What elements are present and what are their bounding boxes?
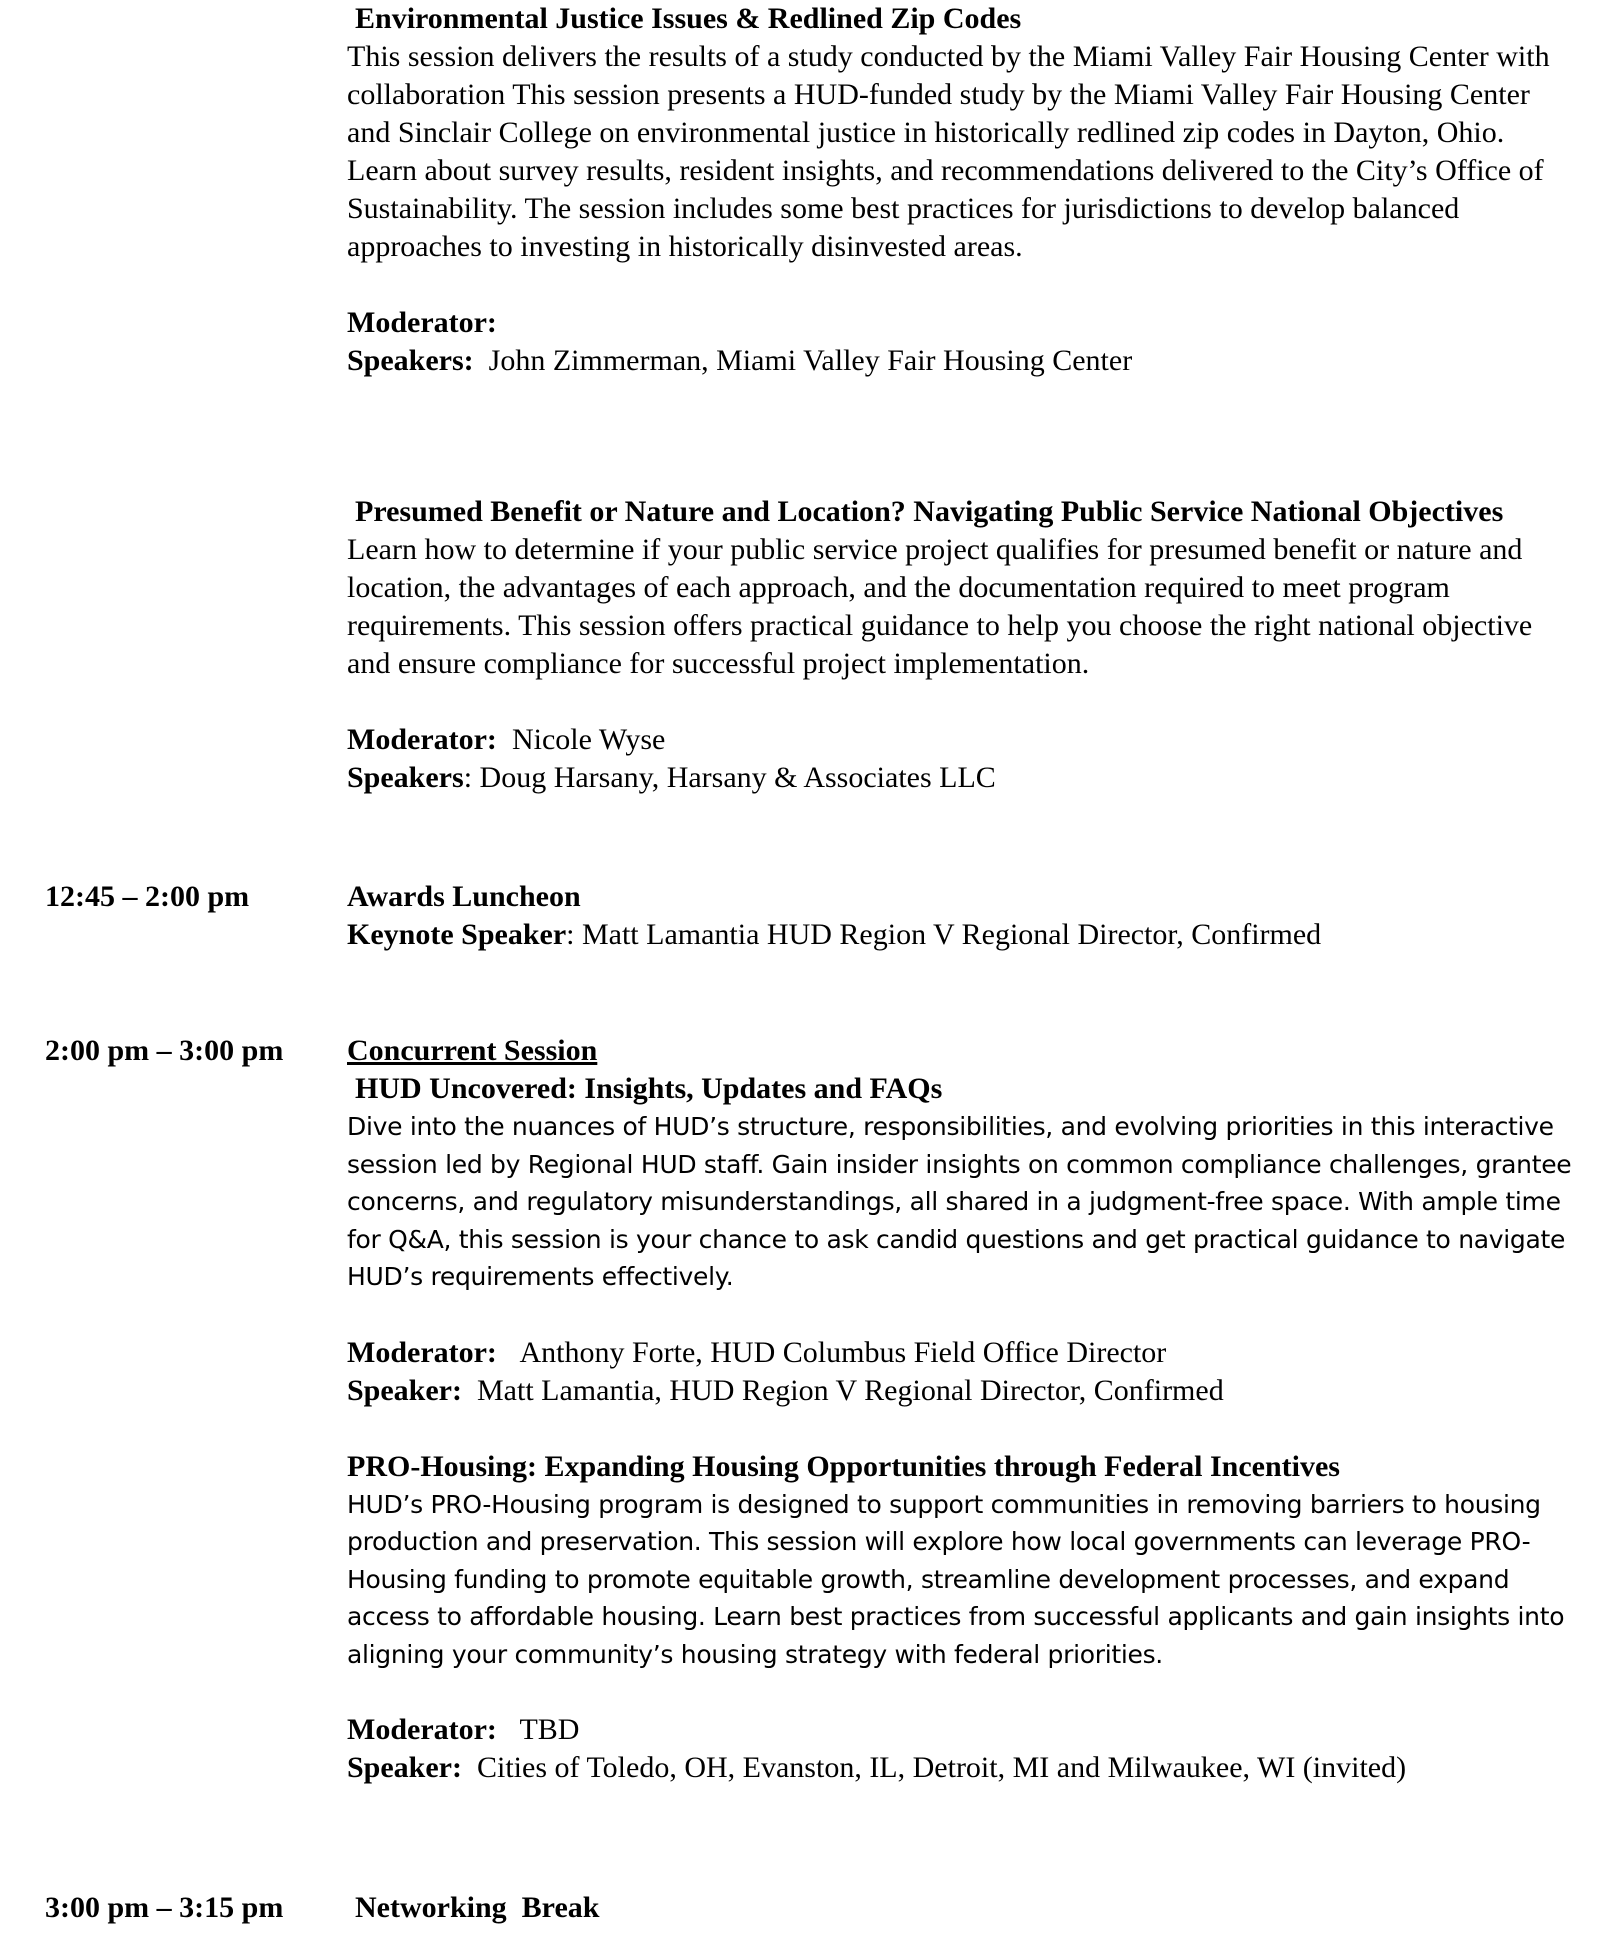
moderator-line <box>347 721 1577 759</box>
hud-uncovered-description: Dive into the nuances of HUD’s structure, responsibilities, and evolving priorities in this interactive session led by Regional HUD staff. Gain insider insights on common compliance challenges, grantee concerns, and regulatory misunderstandings, all shared in a judgment-free space. With ample time for Q&A, this session is your chance to ask candid questions and get practical guidance to navigate HUD’s requirements effectively. <box>347 1112 1572 1291</box>
speakers-line <box>347 759 1577 797</box>
keynote-speaker: : Matt Lamantia HUD Region V Regional Director, Confirmed <box>566 918 1322 951</box>
keynote-label: Keynote Speaker <box>347 918 567 951</box>
session-description: This session delivers the results of a study conducted by the Miami Valley Fair Housing Center with collaboration This session presents a HUD-funded study by the Miami Valley Fair Housing Center and Sinclair College on environmental justice in historically redlined zip codes in Dayton, Ohio. Learn about survey results, resident insights, and recommendations delivered to the City’s Office of Sustainability. The session includes some best practices for jurisdictions to develop balanced approaches to investing in historically disinvested areas. <box>347 40 1550 263</box>
pro-housing-title: PRO-Housing: Expanding Housing Opportunities through Federal Incentives <box>347 1449 1340 1483</box>
speakers-line <box>347 342 1577 380</box>
moderator-label: Moderator: <box>347 1335 497 1369</box>
speakers-label: Speakers: <box>347 344 474 377</box>
moderator-name: TBD <box>519 1713 580 1746</box>
session-presumed-benefit <box>347 493 1577 797</box>
session-environmental-justice <box>347 0 1577 380</box>
time-slot-concurrent: 2:00 pm – 3:00 pm <box>45 1034 284 1067</box>
moderator-label: Moderator: <box>347 306 497 339</box>
time-slot-luncheon: 12:45 – 2:00 pm <box>45 880 250 913</box>
session-title: Awards Luncheon <box>347 880 581 913</box>
speakers-names: : Doug Harsany, Harsany & Associates LLC <box>463 761 996 794</box>
moderator-line <box>347 304 1577 342</box>
session-networking-break <box>347 1889 1577 1927</box>
session-awards-luncheon <box>347 878 1577 954</box>
hud-uncovered-title: HUD Uncovered: Insights, Updates and FAQs <box>355 1072 943 1105</box>
session-title: Networking Break <box>355 1891 600 1924</box>
keynote-line <box>347 916 1577 954</box>
time-slot-break: 3:00 pm – 3:15 pm <box>45 1891 284 1924</box>
session-description: Learn how to determine if your public service project qualifies for presumed benefit or nature and location, the advantages of each approach, and the documentation required to meet program requirements. This session offers practical guidance to help you choose the right national objective and ensure compliance for successful project implementation. <box>347 533 1533 680</box>
session-title: Presumed Benefit or Nature and Location? Navigating Public Service National Objectives <box>355 495 1504 528</box>
speaker-label: Speaker: <box>347 1751 462 1784</box>
moderator-line <box>347 1334 1577 1372</box>
moderator-name: Nicole Wyse <box>511 723 666 756</box>
speaker-line <box>347 1749 1577 1787</box>
speaker-name: Cities of Toledo, OH, Evanston, IL, Detroit, MI and Milwaukee, WI (invited) <box>477 1751 1407 1784</box>
session-title: Environmental Justice Issues & Redlined Zip Codes <box>355 2 1022 35</box>
pro-housing-description: HUD’s PRO-Housing program is designed to support communities in removing barriers to housing production and preservation. This session will explore how local governments can leverage PRO-Housing funding to promote equitable growth, streamline development processes, and expand access to affordable housing. Learn best practices from successful applicants and gain insights into aligning your community’s housing strategy with federal priorities. <box>347 1489 1565 1669</box>
moderator-label: Moderator: <box>347 723 497 756</box>
moderator-label: Moderator: <box>347 1713 497 1746</box>
speaker-line <box>347 1372 1577 1410</box>
speaker-label: Speaker: <box>347 1373 462 1407</box>
speaker-name: Matt Lamantia, HUD Region V Regional Director, Confirmed <box>477 1373 1224 1407</box>
moderator-line <box>347 1711 1577 1749</box>
concurrent-heading: Concurrent Session <box>347 1034 598 1067</box>
speakers-names: John Zimmerman, Miami Valley Fair Housing Center <box>488 344 1133 377</box>
speakers-label: Speakers <box>347 761 464 794</box>
moderator-name: Anthony Forte, HUD Columbus Field Office Director <box>519 1335 1167 1369</box>
session-concurrent <box>347 1032 1577 1787</box>
